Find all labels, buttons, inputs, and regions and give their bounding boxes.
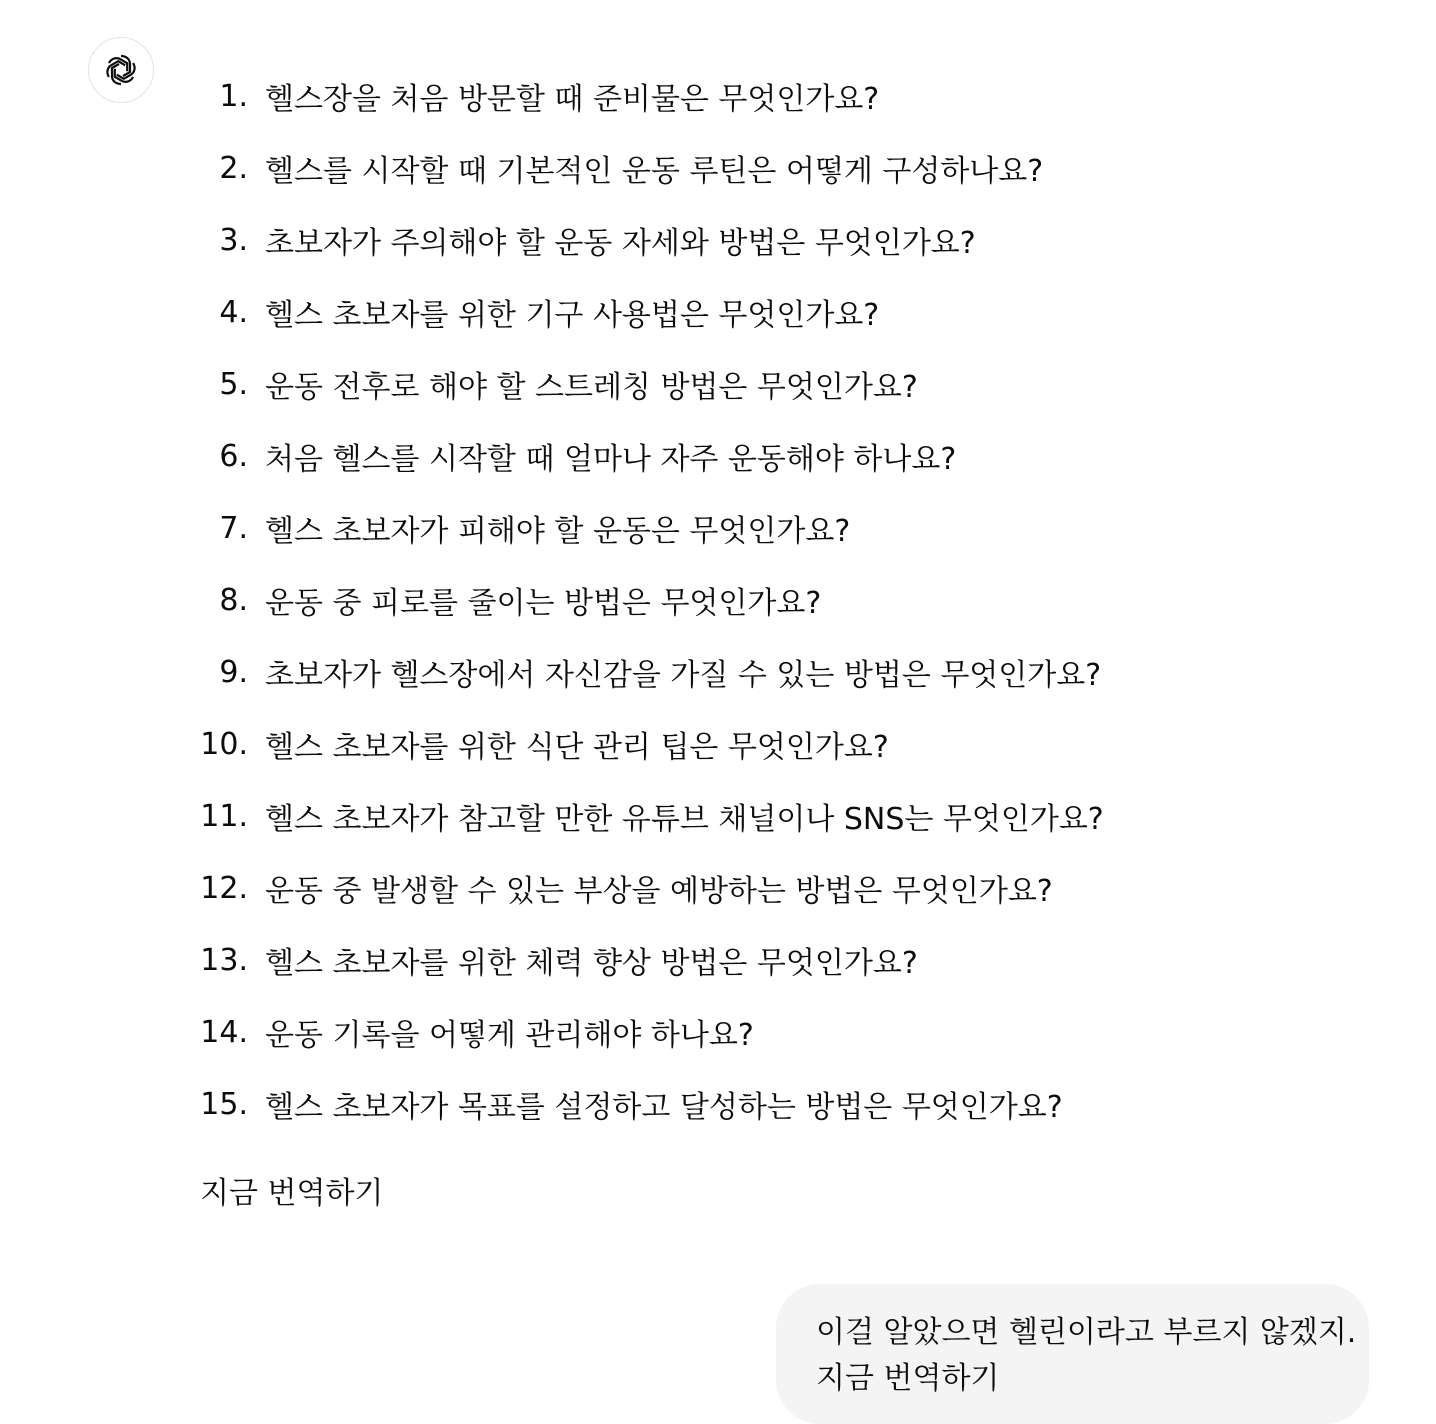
assistant-avatar (88, 37, 154, 103)
list-item-text: 처음 헬스를 시작할 때 얼마나 자주 운동해야 하나요? (265, 442, 957, 477)
list-item (200, 60, 1300, 132)
list-item (200, 420, 1300, 492)
list-item (200, 492, 1300, 564)
list-item-number: 10. (200, 726, 248, 762)
list-item-text: 헬스 초보자가 피해야 할 운동은 무엇인가요? (265, 514, 851, 549)
user-message-bubble (776, 1284, 1369, 1424)
list-item-text: 헬스 초보자가 참고할 만한 유튜브 채널이나 SNS는 무엇인가요? (265, 802, 1104, 837)
list-item-number: 5. (219, 366, 248, 402)
list-item (200, 852, 1300, 924)
openai-logo-icon (101, 50, 141, 90)
list-item (200, 348, 1300, 420)
list-item-number: 11. (200, 798, 248, 834)
list-item-text: 운동 중 발생할 수 있는 부상을 예방하는 방법은 무엇인가요? (265, 874, 1053, 909)
list-item (200, 996, 1300, 1068)
list-item-text: 헬스 초보자가 목표를 설정하고 달성하는 방법은 무엇인가요? (265, 1090, 1063, 1125)
list-item-number: 15. (200, 1086, 248, 1122)
assistant-message (200, 60, 1300, 1212)
list-item-number: 9. (219, 654, 248, 690)
list-item-text: 초보자가 헬스장에서 자신감을 가질 수 있는 방법은 무엇인가요? (265, 658, 1102, 693)
list-item-number: 1. (219, 78, 248, 114)
list-item-number: 8. (219, 582, 248, 618)
list-item (200, 708, 1300, 780)
list-item-number: 13. (200, 942, 248, 978)
list-item-number: 4. (219, 294, 248, 330)
list-item (200, 780, 1300, 852)
list-item-text: 운동 중 피로를 줄이는 방법은 무엇인가요? (265, 586, 822, 621)
list-item-number: 6. (219, 438, 248, 474)
list-item (200, 132, 1300, 204)
user-translate-link[interactable]: 지금 번역하기 (816, 1361, 1000, 1396)
list-item-text: 헬스를 시작할 때 기본적인 운동 루틴은 어떻게 구성하나요? (265, 154, 1044, 189)
list-item-text: 초보자가 주의해야 할 운동 자세와 방법은 무엇인가요? (265, 226, 976, 261)
list-item-text: 운동 기록을 어떻게 관리해야 하나요? (265, 1018, 754, 1053)
list-item-number: 3. (219, 222, 248, 258)
list-item (200, 924, 1300, 996)
question-list (200, 60, 1300, 1140)
list-item-text: 헬스장을 처음 방문할 때 준비물은 무엇인가요? (265, 82, 880, 117)
list-item (200, 636, 1300, 708)
list-item-text: 헬스 초보자를 위한 기구 사용법은 무엇인가요? (265, 298, 880, 333)
translate-now-link[interactable]: 지금 번역하기 (200, 1176, 384, 1211)
list-item-text: 운동 전후로 해야 할 스트레칭 방법은 무엇인가요? (265, 370, 918, 405)
list-item-number: 12. (200, 870, 248, 906)
list-item (200, 276, 1300, 348)
list-item (200, 564, 1300, 636)
list-item (200, 1068, 1300, 1140)
list-item-text: 헬스 초보자를 위한 식단 관리 팁은 무엇인가요? (265, 730, 889, 765)
list-item-text: 헬스 초보자를 위한 체력 향상 방법은 무엇인가요? (265, 946, 918, 981)
list-item-number: 7. (219, 510, 248, 546)
list-item (200, 204, 1300, 276)
user-message-text: 이걸 알았으면 헬린이라고 부르지 않겠지. (816, 1315, 1357, 1350)
list-item-number: 14. (200, 1014, 248, 1050)
list-item-number: 2. (219, 150, 248, 186)
